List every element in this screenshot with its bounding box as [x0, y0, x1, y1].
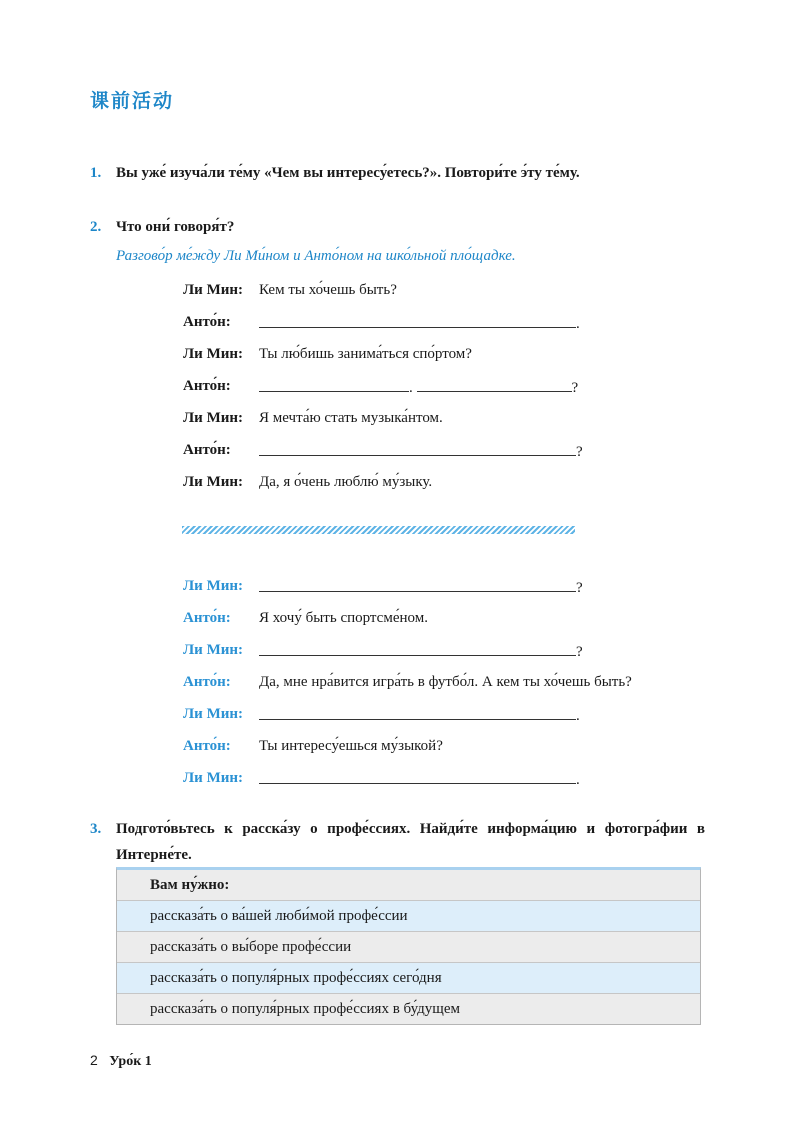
answer-line [259, 706, 580, 725]
task-1 [90, 160, 705, 186]
answer-line [259, 442, 583, 461]
speaker-name: Анто́н: [183, 314, 231, 330]
line-punctuation: ? [576, 644, 583, 660]
answer-line [259, 378, 578, 397]
line-text: Я хочу́ быть спортсме́ном. [259, 610, 428, 626]
lesson-label: Уро́к 1 [109, 1054, 152, 1069]
line-punctuation: ? [576, 580, 583, 596]
table-row: рассказа́ть о популя́рных профе́ссиях сего́дня [117, 962, 700, 993]
answer-blank[interactable] [259, 706, 576, 720]
line-punctuation: ? [571, 380, 579, 396]
speaker-name: Ли Мин: [183, 282, 244, 298]
answer-line [259, 770, 580, 789]
task-number: 2. [90, 219, 102, 235]
speaker-name: Ли Мин: [183, 578, 244, 594]
answer-line [259, 578, 583, 597]
table-row: рассказа́ть о вы́боре профе́ссии [117, 931, 700, 962]
task-text: Вы уже́ изуча́ли те́му «Чем вы интересу́етесь?». Повтори́те э́ту те́му. [116, 165, 580, 181]
speaker-name: Анто́н: [183, 738, 231, 754]
answer-blank[interactable] [259, 770, 576, 784]
line-text: Ты лю́бишь занима́ться спо́ртом? [259, 346, 472, 362]
speaker-name: Анто́н: [183, 610, 231, 626]
answer-line [259, 642, 583, 661]
page-footer [90, 1052, 152, 1070]
line-punctuation: . [576, 316, 580, 332]
speaker-name: Ли Мин: [183, 642, 244, 658]
line-text: Я мечта́ю стать музыка́нтом. [259, 410, 443, 426]
line-punctuation: ? [576, 444, 583, 460]
task-number: 3. [90, 821, 102, 837]
speaker-name: Анто́н: [183, 442, 231, 458]
speaker-name: Анто́н: [183, 378, 231, 394]
requirements-table [116, 867, 701, 1025]
section-title: 课前活动 [90, 90, 175, 112]
line-text: Ты интересу́ешься му́зыкой? [259, 738, 443, 754]
speaker-name: Анто́н: [183, 674, 231, 690]
speaker-name: Ли Мин: [183, 770, 244, 786]
decorative-divider [182, 526, 575, 534]
line-text: Кем ты хо́чешь быть? [259, 282, 397, 298]
task-2 [90, 214, 705, 240]
answer-blank[interactable] [259, 378, 409, 392]
answer-line [259, 314, 580, 333]
answer-blank[interactable] [259, 442, 576, 456]
speaker-name: Ли Мин: [183, 706, 244, 722]
line-text: Да, я о́чень люблю́ му́зыку. [259, 474, 433, 490]
line-punctuation: . [576, 772, 580, 788]
table-row: рассказа́ть о ва́шей люби́мой профе́ссии [117, 900, 700, 931]
speaker-name: Ли Мин: [183, 410, 244, 426]
task-text: Что они́ говоря́т? [116, 219, 235, 235]
scene-description: Разгово́р ме́жду Ли Ми́ном и Анто́ном на шко́льной пло́щадке. [116, 248, 516, 264]
line-punctuation: . [409, 380, 417, 396]
answer-blank[interactable] [259, 642, 576, 656]
answer-blank[interactable] [259, 314, 576, 328]
answer-blank[interactable] [259, 578, 576, 592]
speaker-name: Ли Мин: [183, 346, 244, 362]
task-3 [90, 816, 705, 868]
speaker-name: Ли Мин: [183, 474, 244, 490]
task-text: Подгото́вьтесь к расска́зу о профе́ссиях. Найди́те информа́цию и фотогра́фии в Интерне́те. [116, 821, 705, 863]
line-punctuation [409, 380, 578, 396]
page-number: 2 [90, 1052, 98, 1068]
line-punctuation: . [576, 708, 580, 724]
table-header: Вам ну́жно: [117, 870, 700, 900]
line-text: Да, мне нра́вится игра́ть в футбо́л. А кем ты хо́чешь быть? [259, 674, 632, 690]
answer-blank[interactable] [417, 378, 572, 392]
table-row: рассказа́ть о популя́рных профе́ссиях в бу́дущем [117, 993, 700, 1024]
task-number: 1. [90, 165, 102, 181]
